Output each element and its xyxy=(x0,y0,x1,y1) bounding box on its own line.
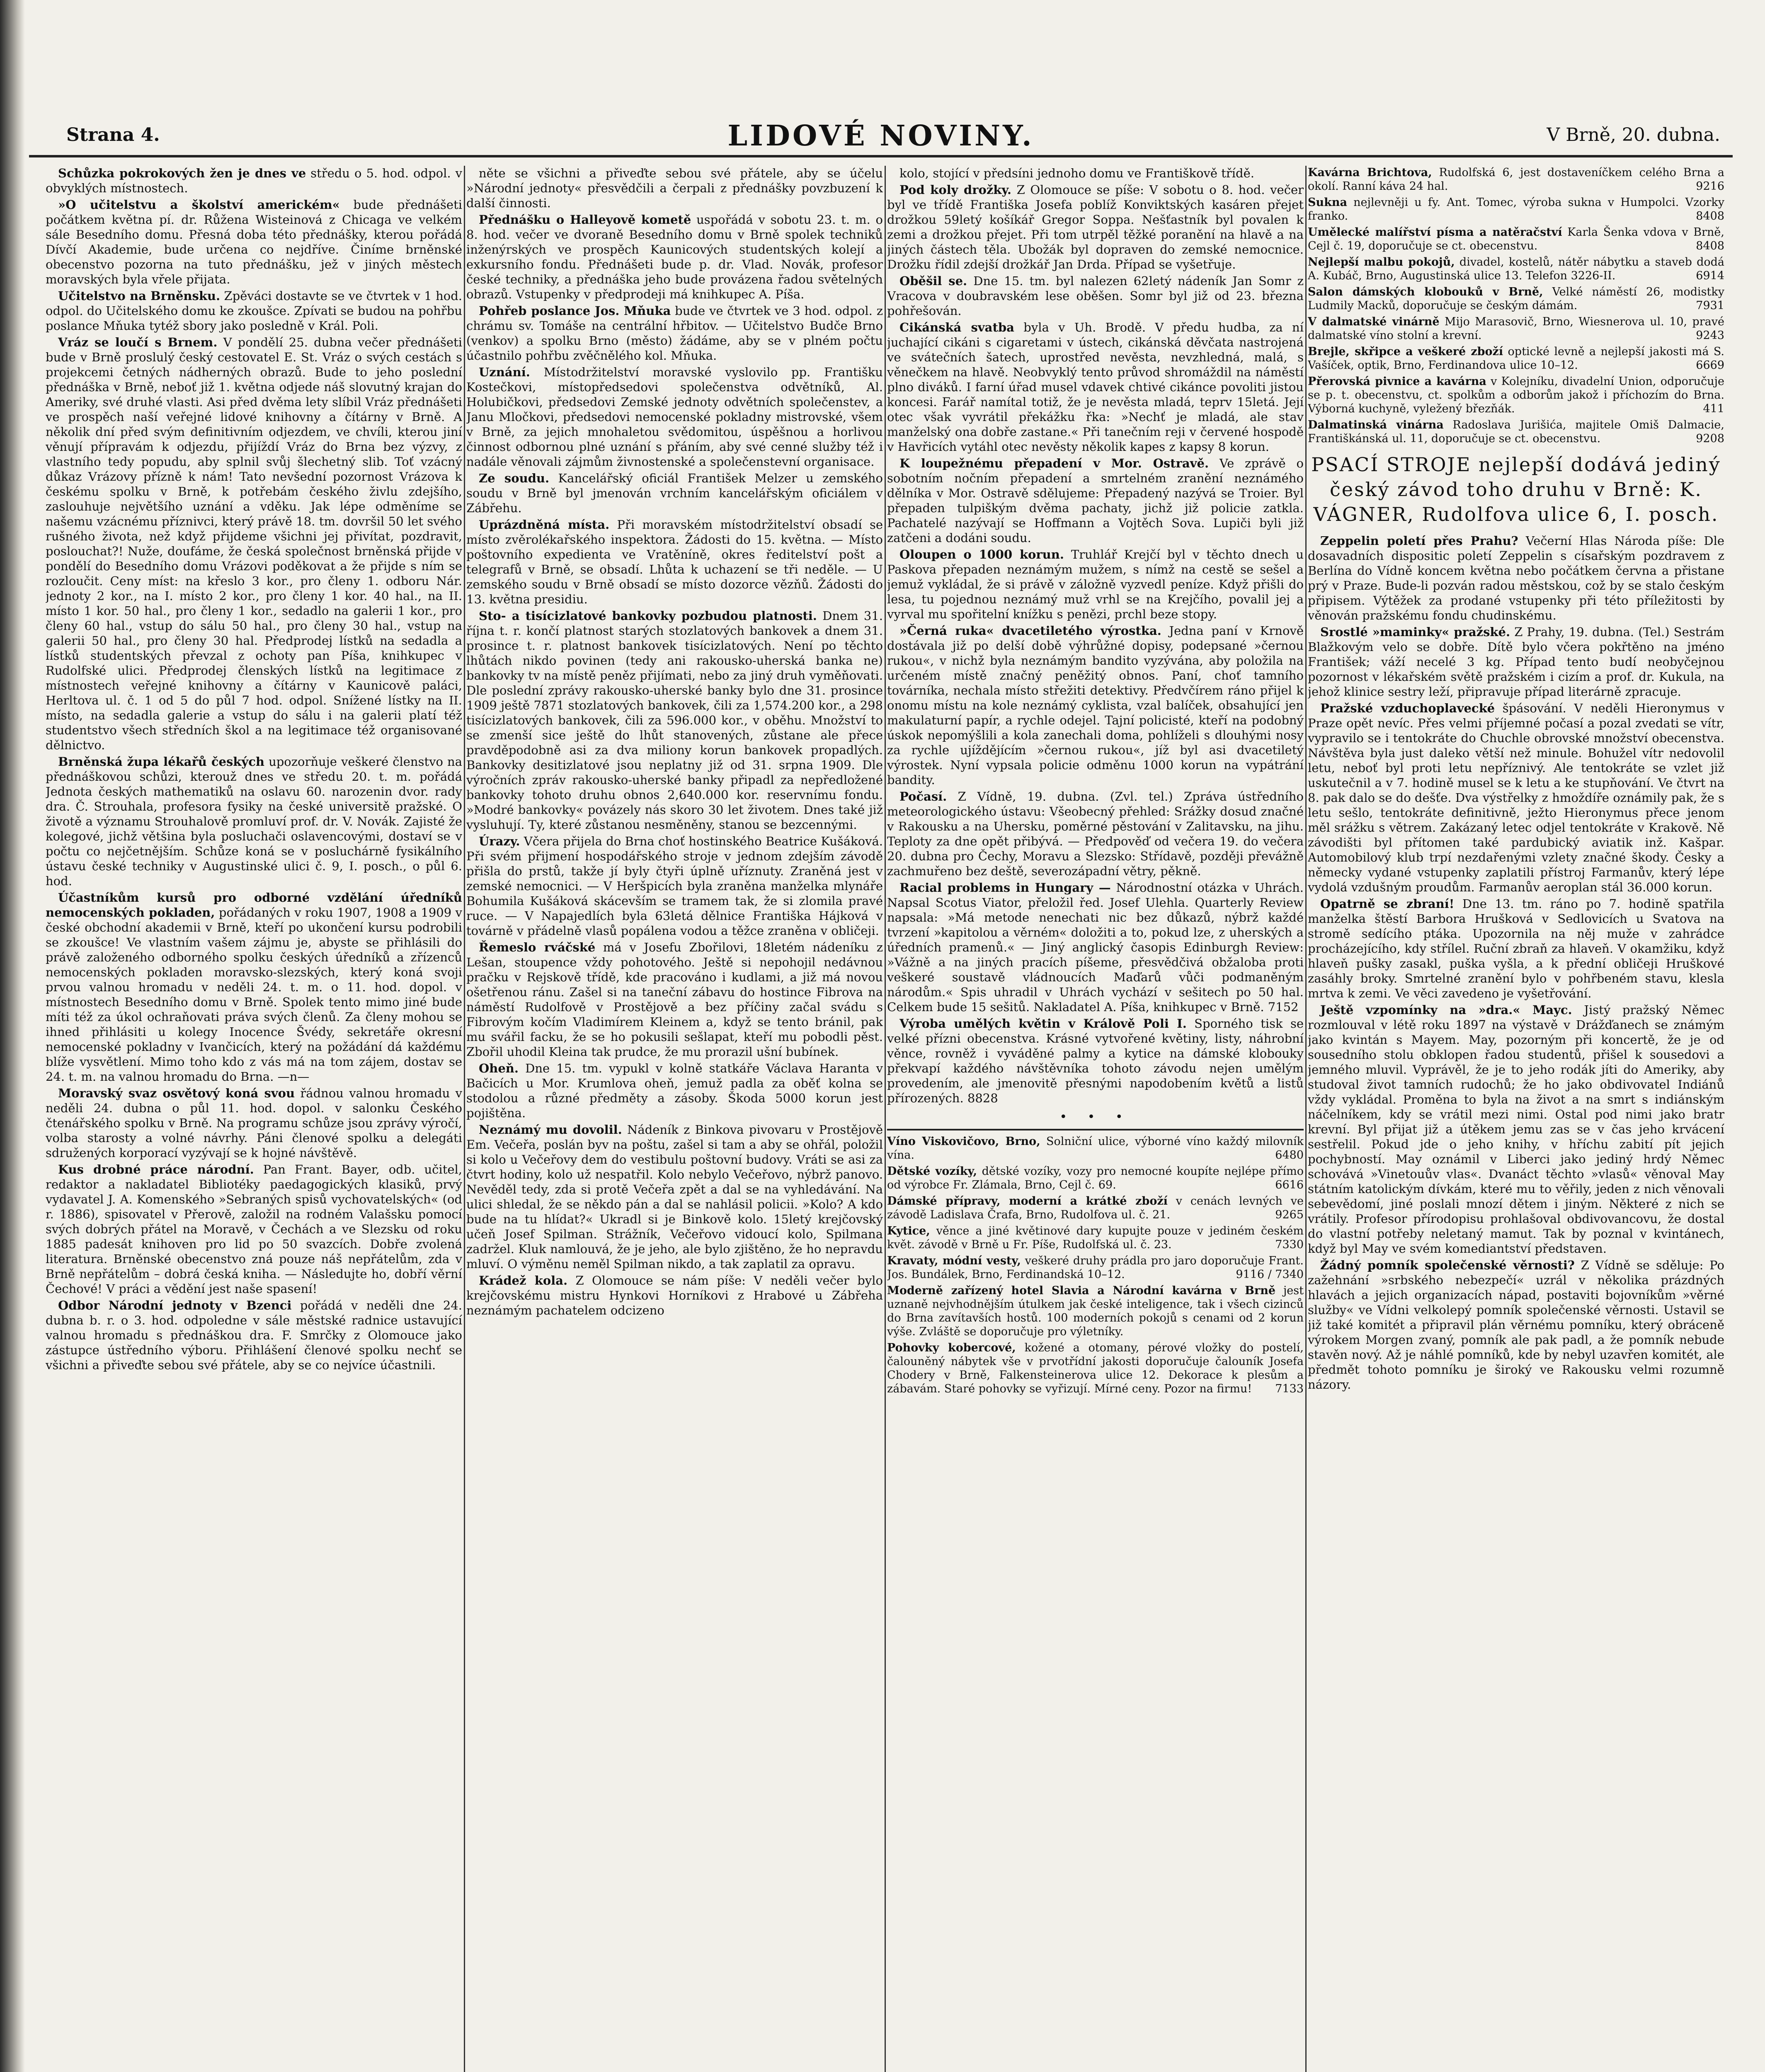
classified-ad xyxy=(1308,166,1724,193)
ad-number: 7330 xyxy=(1275,1238,1304,1251)
article-heading: Schůzka pokrokových žen je dnes ve xyxy=(58,166,306,180)
article-heading: Kus drobné práce národní. xyxy=(58,1162,254,1176)
ad-text: optické levně a nejlepší jakosti má S. Vašíček, optik, Brno, Ferdinandova ulice 10–12. xyxy=(1308,345,1724,372)
ad-text: veškeré druhy prádla pro jaro doporučuje Frant. Jos. Bundálek, Brno, Ferdinandská 10–12. xyxy=(887,1254,1304,1281)
place-date: V Brně, 20. dubna. xyxy=(1547,124,1720,145)
article-paragraph xyxy=(887,1016,1304,1106)
news-article xyxy=(466,212,883,302)
news-article xyxy=(466,303,883,363)
article-heading: Učitelstvo na Brněnsku. xyxy=(58,289,221,303)
ad-heading: Sukna xyxy=(1308,196,1347,209)
ad-heading: Dětské vozíky, xyxy=(887,1165,977,1178)
article-text: Pan Frant. Bayer, odb. učitel, redaktor a nakladatel Bibliotéky paedagogických klasiků, prvý vydavatel J. A. Komenského »Sebraných spisů vychovatelských« (od r. 1886), spisovatel v Přerově, založil na rodném Valašsku pomocí svých dobrých přátel na Moravě, v Čechách a ve Slezsku od roku 1885 padesát knihoven pro lid po 50 svazcích. Dobře zvolená literatura. Brněnské obecenstvo zná pouze náš nepřátelům, zda v Brně nepřátelům – dobrá česká kniha. — Následujte ho, dobří věrní Čechové! V práci a vědění jest naše spasení! xyxy=(46,1162,462,1296)
news-article xyxy=(46,197,462,287)
news-article xyxy=(466,1122,883,1271)
ad-heading: Salon dámských klobouků v Brně, xyxy=(1308,286,1543,298)
article-paragraph xyxy=(46,890,462,1084)
ad-number: 6914 xyxy=(1696,269,1724,282)
article-text: řádnou valnou hromadu v neděli 24. dubna o půl 11. hod. dopol. v salonku Českého čtenářského spolku v Brně. Na programu schůze jsou zprávy výročí, volba starosty a volné návrhy. Páni členové spolku a delegáti sdružených korporací vyzývají se k hojné návštěvě. xyxy=(46,1086,462,1160)
article-text: Jistý pražský Němec rozmlouval v létě roku 1897 na výstavě v Drážďanech se známým jako kvintán s Mayem. May, pozorným při koncertě, že je od sousedního stolu obklopen řadou studentů, přišel k sousedovi a jemného mluvil. Vyprávěl, že je to jeho rodák jíti do Ameriky, aby studoval život tamních rudochů; že ho jako obdivovatel Indiánů vždy vykládal. Proměna to byla na život a na smrt s indiánským náčelníkem, kdy se vrátil mezi nimi. Ostal pod nimi jako bratr krevní. Byl přijat již a útěkem jemu zas se v čas jeho krvácení sestřelil. Pokud jde o jeho knihy, v hříchu zabití pít jejich pochybností. May oznámil v Liberci jako jediný hrdý Němec schovává »Vinetouův vlas«. Dvanáct těchto »vlasů« věnoval May státním katolickým dívkám, které mu to věřily, jeden z nich věnovali sebevědomí, jiné poslali mnozí dětem i jiným. Některé z nich se vrátily. Profesor přírodopisu prohlašoval obdivovancovu, že dostal do vlastní potřeby neletaný mamut. Tak by poznal v kvintánech, když byl May ve svém komediantství představen. xyxy=(1308,1003,1724,1256)
news-article xyxy=(887,623,1304,787)
ad-text: Velké náměstí 26, modistky Ludmily Macků, doporučuje se českým dámám. xyxy=(1308,286,1724,312)
article-text: upozorňuje veškeré členstvo na přednáškovou schůzi, kterouž dnes ve středu 20. t. m. pořádá Jednota českých mathematiků na oslavu 60. narozenin dvor. rady dra. Č. Strouhala, profesora fysiky na české universitě pražské. O životě a významu Strouhalově promluví prof. dr. V. Novák. Zajisté že kolegové, jichž většina byla posluchači oslavencovými, dostaví se v počtu co nejčetnějším. Schůze koná se v posluchárně fysikálního ústavu české techniky v Augustinské ulici č. 9, I. posch., o půl 6. hod. xyxy=(46,755,462,888)
news-article xyxy=(466,471,883,516)
newspaper-page xyxy=(29,119,1733,2072)
article-heading: Uznání. xyxy=(479,365,530,379)
article-text: V pondělí 25. dubna večer přednášeti bude v Brně proslulý český cestovatel E. St. Vráz o svých cestách s projekcemi četných nádherných obrazů. Bude to jeho poslední přednáška v Brně, neboť již 1. května odjede náš slovutný krajan do Ameriky, své druhé vlasti. Asi před dvěma lety slíbil Vráz přednášeti ve prospěch naší veřejné lidové knihovny a čítárny v Brně. A několik dní před svým definitivním odjezdem, ve chvíli, kterou jiní věnují přípravám k odjezdu, přijíždí Vráz do Brna bez výzvy, z vlastního tedy popudu, aby splnil svůj šlechetný slib. Toť vzácný důkaz Vrázovy přízně k nám! Tato nevšední pozornost Vrázova k českému spolku v Brně, k potřebám českého živlu zdejšího, zaslouhuje největšího uznání a vděku. Jak lépe odměníme se našemu vzácnému příznivci, který právě 18. tm. dovršil 50 let svého rušného života, než když přijdeme všichni jej přivítat, pozdravit, poslouchat?! Nuže, doufáme, že česká společnost brněnská přijde v pondělí do Besedního domu Vrázovi poděkovat a že přijde s ním se rozloučit. Ceny míst: na křeslo 3 kor., pro členy 1. odboru Nár. jednoty 2 kor., na I. místo 2 kor., pro členy 1 kor. 40 hal., na II. místo 1 kor. 50 hal., pro členy 1 kor., sedadlo na galerii 1 kor., pro členy 60 hal., vstup do sálu 50 hal., pro členy 30 hal., vstup na galerii 50 hal., pro členy 30 hal. Předprodej lístků na sedadla a lístků studentských převzal z ochoty pan Píša, knihkupec v Rudolfské ulici. Předprodej členských lístků na legitimace z místnostech veřejné knihovny a čítárny v Kaunicově paláci, Herltova ul. č. 1 od 5 do půl 7 hod. odpol. Snížené lístky na II. místo, na sedadla galerie a vstup do sálu i na galerii platí též studentstvo všech středních škol a na legitimace též organisované dělnictvo. xyxy=(46,335,462,752)
article-text: Ve zprávě o sobotním nočním přepadení a smrtelném zranění neznámého dělníka v Mor. Ostravě sdělujeme: Přepadený nazývá se Troier. Byl přepaden tulpiškým dvěma pachaty, jichž již policie zatkla. Pachatelé nazývají se Hoffmann a Vojtěch Sova. Lupiči byli již zatčeni a dodáni soudu. xyxy=(887,456,1304,545)
article-heading: Pod koly drožky. xyxy=(899,183,1012,197)
article-paragraph xyxy=(46,1298,462,1372)
article-paragraph xyxy=(466,365,883,469)
article-text: Z Vídně se sděluje: Po zažehnání »srbského nebezpečí« uzrál v několika prázdných hlavách a jejich organizacích nápad, postaviti bojovníkům »věrné služby« ve Vídni velkolepý pomník společenské věrnosti. Ustavil se již také komitét a připravil plán věrnému pomníku, který obráceně výrokem Morgen zvaný, pomník ale pak padl, a že pomník nebude stavěn nový. Až je náhlé pomníků, kde by nebyl uzavřen komitét, ale předmět tohoto pomníku je široký ve Rakousku velmi rozumně názory. xyxy=(1308,1258,1724,1392)
ad-text: dětské vozíky, vozy pro nemocné koupíte nejlépe přímo od výrobce Fr. Zlámala, Brno, Cejl č. 69. xyxy=(887,1165,1304,1191)
article-paragraph xyxy=(466,303,883,363)
ad-heading: Kavárna Brichtova, xyxy=(1308,166,1432,179)
article-paragraph xyxy=(1308,1002,1724,1256)
article-paragraph xyxy=(887,320,1304,454)
article-heading: Zeppelin poletí přes Prahu? xyxy=(1320,534,1518,548)
classified-ad xyxy=(887,1341,1304,1396)
classified-ad xyxy=(1308,225,1724,253)
article-heading: Oloupen o 1000 korun. xyxy=(899,547,1064,562)
article-paragraph xyxy=(466,471,883,516)
article-heading: Srostlé »maminky« pražské. xyxy=(1320,625,1510,639)
news-article xyxy=(466,365,883,469)
article-heading: Brněnská župa lékařů českých xyxy=(58,755,264,769)
news-article xyxy=(887,166,1304,181)
article-text: Truhlář Krejčí byl v těchto dnech u Paskova přepaden neznámým mužem, s nímž na cestě se sešel a jemuž vykládal, že si právě v záložně vyzvedl peníze. Když přišli do lesa, tu pojednou neznámý muž vrhl se na Krejčího, povalil jej a vyrval mu spořitelní knížku s penězi, prchl beze stopy. xyxy=(887,547,1304,621)
classified-ad xyxy=(887,1135,1304,1162)
ad-text: věnce a jiné květinové dary kupujte pouze v jediném českém květ. závodě v Brně u Fr. Píše, Rudolfská ul. č. 23. xyxy=(887,1225,1304,1251)
ad-heading: Nejlepší malbu pokojů, xyxy=(1308,256,1455,269)
classified-ad xyxy=(1308,255,1724,283)
article-paragraph xyxy=(1308,533,1724,623)
ad-number: 6616 xyxy=(1275,1179,1304,1191)
news-article xyxy=(887,182,1304,272)
article-text: pořádaných v roku 1907, 1908 a 1909 v české obchodní akademii v Brně, kteří po ukončení kursu podrobili se zkoušce! Ve vlastním vašem zájmu je, abyste se přihlásili do právě založeného odborného spolku českých úředníků a zřízenců nemocenských pokladen moravsko-slezských, který koná svoji prvou valnou hromadu v neděli 24. t. m. o 11. hod. dopol. v místnostech Besedního domu v Brně. Spolek tento mimo jiné bude míti též za úkol ochraňovati práva svých členů. Za členy mohou se ihned přihlásiti u kolegy Inocence Švédy, sekretáře okresní nemocenské pokladny v Ivančicích, který na požádání dá každému blíže vysvětlení. Mimo toho kdo z vás má na tom zájem, dostav se 24. t. m. na valnou hromadu do Brna. —n— xyxy=(46,905,462,1084)
ad-text: v Kolejníku, divadelní Union, odporučuje se p. t. obecenstvu, ct. spolkům a odborům jakož i příchozím do Brna. Výborná kuchyně, vyležený březňák. xyxy=(1308,375,1724,415)
article-paragraph xyxy=(887,789,1304,879)
article-text: Večerní Hlas Národa píše: Dle dosavadních dispositic poletí Zeppelin s císařským pozdravem z Berlína do Vídně koncem května nebo počátkem června a přistane prý v Praze. Bude-li pozván radou městskou, což by se stalo českým připisem. Výtěžek za prodané vstupenky při této příležitosti by věnován pražskému fondu chudinskému. xyxy=(1308,534,1724,622)
article-text: Jedna paní v Krnově dostávala již po delší době výhrůžné dopisy, podepsané »černou rukou«, v nichž byla neznámým bandito vyzývána, aby položila na určeném místě značný peněžitý obnos. Paní, choť tamního továrníka, nechala místo střežiti detektivy. Předvčírem ráno přijel k onomu místu na kole neznámý cyklista, vzal balíček, obsahující jen makulaturní papír, a rychle odejel. Tajní policisté, kteří na podobný úskok nepomýšlili a kola zanechali doma, pohlíželi s dlouhými nosy za rychle ujíždějícím »černou rukou«, jíž byl asi dvacetiletý výrostek. Nyní vypsala policie odměnu 1000 korun na vypátrání bandity. xyxy=(887,624,1304,787)
article-text: Dne 15. tm. vypukl v kolně statkáře Václava Haranta v Bačicích u Mor. Krumlova oheň, jemuž padla za oběť kolna se stodolou a různé předměty a zásoby. Škoda 5000 korun jest pojištěna. xyxy=(466,1061,883,1120)
article-heading: Pražské vzduchoplavecké xyxy=(1320,701,1495,715)
article-paragraph xyxy=(1308,701,1724,895)
news-article xyxy=(887,274,1304,318)
ad-heading: Víno Viskovičovo, Brno, xyxy=(887,1135,1040,1148)
article-heading: Ze soudu. xyxy=(479,471,550,485)
article-paragraph xyxy=(466,517,883,607)
article-paragraph xyxy=(466,166,883,211)
ad-text: Solniční ulice, výborné víno každý milovník vína. xyxy=(887,1135,1304,1162)
column-4 xyxy=(1308,166,1724,2072)
ad-heading: Kravaty, módní vesty, xyxy=(887,1254,1021,1267)
ad-text: v cenách levných ve závodě Ladislava Črafa, Brno, Rudolfova ul. č. 21. xyxy=(887,1195,1304,1221)
article-text: Nádeník z Binkova pivovaru v Prostějově Em. Večeřa, poslán byv na poštu, zašel si tam a aby se ohřál, položil si kolo u Večeřovy dem do vestibulu poštovní budovy. Vráti se asi za čtvrt hodiny, kolo už nespatřil. Kolo nebylo Večeřovo, nýbrž panovo. Nevěděl tedy, zda si protě Večeřa zpět a dal se na vyhledávání. Na ulici shledal, že se někdo pán a dal se nahlásil policii. »Kolo? A kdo bude na tu hlídat?« Ukradl si je Binkově kolo. 15letý krejčovský učeň Josef Spilman. Strážník, Večeřovo vidoucí kolo, Spilmana zadržel. Kluk namlouvá, že je jeho, ale bylo zjištěno, že ho nepravdu mluví. O výměnu neměl Spilman nikdo, a tak zaplatil za opravu. xyxy=(466,1123,883,1271)
news-article xyxy=(887,1016,1304,1106)
article-heading: Racial problems in Hungary — xyxy=(899,881,1111,895)
article-heading: Cikánská svatba xyxy=(899,320,1014,334)
news-article xyxy=(466,1061,883,1121)
ad-number: 9116 / 7340 xyxy=(1236,1268,1304,1281)
ad-heading: V dalmatské vinárně xyxy=(1308,315,1440,328)
ad-text: nejlevněji u fy. Ant. Tomec, výroba sukna v Humpolci. Vzorky franko. xyxy=(1308,196,1724,223)
article-text: středu o 5. hod. odpol. v obvyklých místnostech. xyxy=(46,166,462,195)
article-text: Při moravském místodržitelství obsadí se místo zvěrolékařského inspektora. Žádosti do 15. května. — Místo poštovního expedienta ve Vratěníně, okres ředitelství pošt a telegrafů v Brně, se obsadí. Lhůta k uchazení se tři neděle. — U zemského soudu v Brně obsadí se místo dozorce vězňů. Žádosti do 13. května presidiu. xyxy=(466,518,883,606)
news-article xyxy=(466,1273,883,1318)
article-heading: Pohřeb poslance Jos. Mňuka xyxy=(479,304,671,318)
article-heading: Řemeslo rváčské xyxy=(479,940,596,954)
article-text: špásování. V neděli Hieronymus v Praze opět nevíc. Přes velmi příjemné počasí a pozal zvedati se vítr, vypravilo se i tentokráte do Chuchle obrovské množství obecenstva. Návštěva byla just daleko větší než minule. Bohužel vítr nedovolil letu, neboť byl proti letu nepříznivý. Ale tentokráte se vzlet již uskutečnil a v 7. hodině musel se k letu a ke stupňování. Ve čtvrt na 8. pak dalo se do dešťe. Dva výstřelky z hmoždíře oznámily pak, že s letu sešlo, tentokráte definitivně, ježto Hieronymus přece jenom měl srážku s větrem. Zakázaný letec odjel tentokráte v Krakově. Ně závodišti byl přítomen také pardubický aviatik inž. Kašpar. Automobilový klub trpí nezdařenými vzlety značné škody. Česky a německy vydané vstupenky zaplatili přístroj Farmanův, který lépe vydolá vzdušným proudům. Farmanův aeroplan stál 36.000 korun. xyxy=(1308,701,1724,894)
masthead: LIDOVÉ NOVINY. xyxy=(727,119,1034,152)
news-article xyxy=(466,608,883,832)
article-text: byla v Uh. Brodě. V předu hudba, za ní juchající cikáni s cigaretami v ústech, cikánská děvčata nastrojená ve svátečních šatech, uprostřed nevěsta, nevzhledná, malá, s věnečkem na hlavě. Neobvyklý tento průvod shromáždil na náměstí plno diváků. I farní úřad musel vdavek chtivé cikánce povoliti jistou koncesi. Farář namítal totiž, že je nevěsta mladá, teprv 15letá. Její otec však vyvrátil překážku řka: »Nechť je mladá, ale stav manželský ona dobře zastane.« Při tanečním reji v červené hospodě v Havřicích vytáhl otec nevěsty několik kapes z kapsy 8 korun. xyxy=(887,320,1304,454)
ad-number: 7133 xyxy=(1275,1382,1304,1395)
article-paragraph xyxy=(1308,1258,1724,1392)
article-paragraph xyxy=(887,182,1304,272)
article-text: Zpěváci dostavte se ve čtvrtek v 1 hod. odpol. do Učitelského domu ke zkoušce. Zpívati se budou na pohřbu poslance Mňuka tytéž sbory jako posledně v Král. Poli. xyxy=(46,289,462,333)
ad-text: divadel, kostelů, nátěr nábytku a staveb dodá A. Kubáč, Brno, Augustinská ulice 13. Telefon 3226-II. xyxy=(1308,256,1724,282)
article-paragraph xyxy=(1308,625,1724,699)
news-article xyxy=(46,754,462,888)
news-article xyxy=(887,880,1304,1014)
section-separator: • • • xyxy=(1059,1110,1131,1124)
ad-number: 411 xyxy=(1703,402,1724,415)
page-label: Strana 4. xyxy=(66,124,160,145)
column-rule xyxy=(464,166,465,2072)
article-paragraph xyxy=(46,166,462,196)
article-heading: Úrazy. xyxy=(479,834,520,848)
article-text: Kancelářský oficiál František Melzer u zemského soudu v Brně byl jmenován vrchním kancelářským oficiálem v Zábřehu. xyxy=(466,471,883,515)
typewriter-banner-ad: PSACÍ STROJE nejlepší dodává jediný český závod toho druhu v Brně: K. VÁGNER, Rudolfova ulice 6, I. posch. xyxy=(1311,453,1721,525)
ad-heading: Pohovky kobercové, xyxy=(887,1341,1016,1354)
news-article xyxy=(1308,1002,1724,1256)
ad-text: kožené a otomany, pérové vložky do postelí, čalouněný nábytek vše v prvotřídní jakosti doporučuje čalouník Josefa Chodery v Brně, Falkensteinerova ulice 12. Dekorace k plesům a zábavám. Staré pohovky se vyřizují. Mírné ceny. Pozor na firmu! xyxy=(887,1341,1304,1395)
ad-number: 9216 xyxy=(1696,180,1724,193)
article-text: Dne 13. tm. ráno po 7. hodině spatřila manželka štěstí Barbora Hrušková v Sedlovicích u Svatova na stromě sedícího ptáka. Upozornila na něj muže v zahrádce procházejícího, kdy střílel. Ruční zbraň za hlaveň. V okamžiku, když hlaveň pušky zasakl, puška vyšla, a k přední obličeji Hruškové zasáhly broky. Smrtelné zranění bylo v pohřbeném stavu, klesla mrtva k zemi. Ve věci zavedeno je vyšetřování. xyxy=(1308,897,1724,1000)
article-paragraph xyxy=(887,166,1304,181)
article-paragraph xyxy=(46,1162,462,1296)
news-article xyxy=(887,547,1304,622)
divider xyxy=(887,1129,1304,1130)
ad-text: jest uznaně nejvhodnějším útulkem jak české inteligence, tak i všech cizinců do Brna zavítavších hostů. 100 moderních pokojů s cenami od 2 korun výše. Zvláště se doporučuje pro výletníky. xyxy=(887,1284,1304,1338)
article-text: kolo, stojící v předsíni jednoho domu ve Františkově třídě. xyxy=(899,166,1254,180)
classified-ad xyxy=(887,1194,1304,1222)
article-paragraph xyxy=(466,212,883,302)
article-heading: Uprázdněná místa. xyxy=(479,518,610,532)
article-heading: Odbor Národní jednoty v Bzenci xyxy=(58,1298,292,1312)
classified-ad xyxy=(1308,375,1724,416)
news-article xyxy=(46,335,462,753)
news-article xyxy=(1308,701,1724,895)
article-heading: Oběšil se. xyxy=(899,274,967,288)
article-heading: Sto- a tisícizlatové bankovky pozbudou platnosti. xyxy=(479,609,817,623)
ad-number: 9208 xyxy=(1696,432,1724,445)
ad-heading: Moderně zařízený hotel Slavia a Národní kavárna v Brně xyxy=(887,1284,1276,1297)
article-heading: Opatrně se zbraní! xyxy=(1320,897,1455,911)
classified-ad xyxy=(1308,345,1724,372)
classified-ad xyxy=(1308,315,1724,342)
ad-heading: Dalmatinská vinárna xyxy=(1308,419,1444,431)
article-paragraph xyxy=(887,623,1304,787)
ad-heading: Dámské přípravy, moderní a krátké zboží xyxy=(887,1195,1168,1208)
ad-number: 9265 xyxy=(1275,1208,1304,1221)
article-paragraph xyxy=(887,274,1304,318)
column-rule xyxy=(1305,166,1307,2072)
classified-ad xyxy=(887,1224,1304,1251)
ad-heading: Přerovská pivnice a kavárna xyxy=(1308,375,1486,388)
news-article xyxy=(46,890,462,1084)
news-article xyxy=(466,940,883,1059)
article-heading: Přednášku o Halleyově kometě xyxy=(479,213,691,227)
article-heading: K loupežnému přepadení v Mor. Ostravě. xyxy=(899,456,1209,470)
article-paragraph xyxy=(466,1061,883,1121)
article-text: má v Josefu Zbořilovi, 18letém nádeníku z Lešan, stoupence vždy pohotového. Ještě si nepohojil nedávnou pračku v Rejskově třídě, kde pracováno i kudlami, a již má novou ošetřenou ránu. Zašel si na taneční zábavu do hostince Fibrova na náměstí Rudolfově v Prostějově a bez příčiny začal svádu s Fibrovým kočím Vladimírem Kleinem a, když se tento bránil, pak mu svářil facku, že se ho pokusili sešlapat, kteří mu pobodli pěst. Zbořil uhodil Kleina tak prudce, že mu prorazil ušní bubínek. xyxy=(466,940,883,1059)
article-paragraph xyxy=(887,456,1304,545)
columns xyxy=(46,166,1729,2072)
article-paragraph xyxy=(466,608,883,832)
news-article xyxy=(46,288,462,333)
news-article xyxy=(466,834,883,938)
article-paragraph xyxy=(466,1273,883,1318)
article-heading: Účastníkům kursů pro odborné vzdělání úředníků nemocenských pokladen, xyxy=(46,891,462,920)
article-text: Z Olomouce se nám píše: V neděli večer bylo krejčovskému mistru Hynkovi Horníkovi z Hrabové u Zábřeha neznámým pachatelem odcizeno xyxy=(466,1273,883,1317)
article-heading: Neznámý mu dovolil. xyxy=(479,1123,622,1137)
news-article xyxy=(46,1298,462,1372)
page-header xyxy=(29,119,1733,157)
news-article xyxy=(887,456,1304,545)
article-paragraph xyxy=(46,335,462,753)
article-heading: »Černá ruka« dvacetiletého výrostka. xyxy=(899,624,1161,638)
article-paragraph xyxy=(466,834,883,938)
column-3 xyxy=(887,166,1304,2072)
article-paragraph xyxy=(46,754,462,888)
ad-number: 8408 xyxy=(1696,240,1724,252)
article-heading: Ještě vzpomínky na »dra.« Mayc. xyxy=(1320,1003,1572,1017)
article-text: bude ve čtvrtek ve 3 hod. odpol. z chrámu sv. Tomáše na centrální hřbitov. — Učitelstvo Budče Brno (venkov) a spolku Brno (město) žádáme, aby se v plném počtu účastnilo pohřbu zvěčnělého kol. Mňuka. xyxy=(466,304,883,363)
article-text: Dne 15. tm. byl nalezen 62letý nádeník Jan Somr z Vracova v doubravském lese oběšen. Somr byl již od 23. března pohřešován. xyxy=(887,274,1304,318)
article-paragraph xyxy=(46,1086,462,1160)
article-heading: Krádež kola. xyxy=(479,1273,568,1288)
article-paragraph xyxy=(887,880,1304,1014)
column-2 xyxy=(466,166,883,2072)
column-rule xyxy=(885,166,886,2072)
news-article xyxy=(46,1162,462,1296)
article-text: Národnostní otázka v Uhrách. Napsal Scotus Viator, přeložil řed. Josef Ulehla. Quarterly Review napsala: »Má metode nenechati nic bez důkazů, nýbrž každé tvrzení »kapitolou a věrném« doložiti a to, pokud lze, z uherských a úředních pramenů.« — Jiný anglický časopis Edinburgh Review: »Vážně a na jiných pracích píšeme, přesvědčivá obžaloba proti veškeré soustavě vládnoucích Maďarů vůči podmaněným národům.« Spis uhradil v Uhrách vychází v sešitech po 50 hal. Celkem bude 15 sešitů. Nakladatel A. Píša, knihkupec v Brně. 7152 xyxy=(887,881,1304,1014)
ad-heading: Umělecké malířství písma a natěračství xyxy=(1308,226,1562,239)
news-article xyxy=(1308,896,1724,1001)
news-article xyxy=(887,789,1304,879)
ad-text: Karla Šenka vdova v Brně, Cejl č. 19, doporučuje se ct. obecenstvu. xyxy=(1308,226,1724,252)
ad-text: Radoslava Jurišića, majitele Omiš Dalmacie, Františkánská ul. 11, doporučuje se ct. obecenstvu. xyxy=(1308,419,1724,445)
classified-ad xyxy=(1308,418,1724,445)
article-text: Dnem 31. října t. r. končí platnost starých stozlatových bankovek a dnem 31. prosince t. r. platnost bankovek tisícizlatových. Není po těchto lhůtách nikdo povinen (tedy ani rakousko-uherská banka ne) bankovky tv na místě peněz přijímati, nebo za jiný druh vyměňovati. Dle poslední zprávy rakousko-uherské banky bylo dne 31. prosince 1909 ještě 7871 stozlatových bankovek, čili za 1,574.200 kor., a 298 tisícizlatových bankovek, čili za 596.000 kor., v oběhu. Množství to se zmenší sice ještě do lhůt stanovených, zůstane ale přece pravděpodobně asi za dva miliony korun bankovek propadlých. Bankovky desitizlatové jsou neplatny již od 31. srpna 1909. Dle výročních zpráv rakousko-uherské banky připadl za nepředložené bankovky tohoto druhu obnos 2,640.000 kor. reservnímu fondu. »Modré bankovky« povázely nás skoro 30 let životem. Dnes také již vysluhují. Ty, které zůstanou nesměněny, stanou se bezcennými. xyxy=(466,609,883,832)
article-text: Z Olomouce se píše: V sobotu o 8. hod. večer byl ve třídě Františka Josefa poblíž Konviktských kasáren přejet drožkou 59letý košíkář Gregor Soppa. Nešťastník byl povalen k zemi a drožkou přejet. Při tom utrpěl těžké poranění na hlavě a na jiných částech těla. Ubožák byl dopraven do zemské nemocnice. Drožku řídil zdejší drožkář Jan Drda. Případ se vyšetřuje. xyxy=(887,183,1304,271)
article-paragraph xyxy=(1308,896,1724,1001)
article-paragraph xyxy=(46,288,462,333)
column-1 xyxy=(46,166,462,2072)
ad-text: Rudolfská 6, jest dostaveníčkem celého Brna a okolí. Ranní káva 24 hal. xyxy=(1308,166,1724,193)
classified-ad xyxy=(887,1254,1304,1281)
news-article xyxy=(1308,625,1724,699)
ad-number: 6669 xyxy=(1696,359,1724,372)
article-heading: Žádný pomník společenské věrnosti? xyxy=(1320,1258,1575,1272)
news-article xyxy=(466,517,883,607)
article-text: něte se všichni a přiveďte sebou své přátele, aby se účelu »Národní jednoty« přesvědčili a čerpali z přednášky povzbuzení k další činnosti. xyxy=(466,166,883,210)
classified-ad xyxy=(887,1164,1304,1192)
article-heading: Moravský svaz osvětový koná svou xyxy=(58,1086,295,1100)
news-article xyxy=(1308,533,1724,623)
ad-heading: Brejle, skřipce a veškeré zboží xyxy=(1308,345,1503,358)
classified-ad xyxy=(1308,285,1724,312)
article-heading: Výroba umělých květin v Králově Poli I. xyxy=(899,1017,1187,1031)
article-text: Z Prahy, 19. dubna. (Tel.) Sestrám Blažkovým velo se dobře. Dítě bylo včera pokřtěno na jméno František; váží necelé 3 kg. Případ tento budí neobyčejnou pozornost v lékařském světě pražském i cizím a prof. dr. Kukula, na jehož klinice sestry leží, připravuje případ literárně zpracuje. xyxy=(1308,625,1724,699)
classified-ad xyxy=(887,1284,1304,1339)
article-heading: Vráz se loučí s Brnem. xyxy=(58,335,218,349)
article-text: bude přednášeti počátkem května pí. dr. Růžena Wisteinová z Chicaga ve velkém sále Besedního domu. Přesná doba této přednášky, kterou pořádá Dívčí Akademie, bude určena co nejdříve. Činíme brněnské obecenstvo pozorna na tuto přednášku, jež v jiných městech moravských byla vřele přijata. xyxy=(46,198,462,286)
ad-text: Mijo Marasovič, Brno, Wiesnerova ul. 10, pravé dalmatské víno stolní a krevní. xyxy=(1308,315,1724,342)
news-article xyxy=(1308,1258,1724,1392)
article-text: Místodržitelství moravské vyslovilo pp. Františku Kostečkovi, místopředsedovi společenstva odvětníků, Al. Holubičkovi, předsedovi Zemské jednoty odvětních společenstev, a Janu Mločkovi, předsedovi nemocenské pokladny mistrovské, všem v Brně, za jejich mnohaletou svědomitou, úspěšnou a horlivou činnost odbornou plné uznání s přáním, aby své cenné služby též i nadále věnovali zájmům živnostenské a společenstevní organisace. xyxy=(466,365,883,469)
ad-number: 6480 xyxy=(1275,1149,1304,1162)
article-text: Včera přijela do Brna choť hostinského Beatrice Kušáková. Při svém přijmení hospodářského stroje v jednom zdejším závodě přišla do prstů, takže jí byly čtyři úplně uříznuty. Zraněná jest v zemské nemocnici. — V Heršpicích byla zraněna manželka mlynáře Bohumila Kušáková skácevším se tramem tak, že si zlomila pravé ruce. — V Napajedlích byla 63letá dělnice Františka Hájková v továrně v přádelně vlasů popálena vodou a těžce zraněna v obličeji. xyxy=(466,834,883,938)
article-paragraph xyxy=(887,547,1304,622)
article-heading: Počasí. xyxy=(899,789,947,804)
article-paragraph xyxy=(466,940,883,1059)
binding-shadow xyxy=(0,0,25,2072)
news-article xyxy=(46,166,462,196)
ad-heading: Kytice, xyxy=(887,1225,930,1237)
ad-number: 7931 xyxy=(1696,299,1724,312)
news-article xyxy=(46,1086,462,1160)
classified-ad xyxy=(1308,196,1724,223)
news-article xyxy=(887,320,1304,454)
ad-number: 8408 xyxy=(1696,210,1724,223)
article-paragraph xyxy=(466,1122,883,1271)
ad-number: 9243 xyxy=(1696,329,1724,342)
article-heading: Oheň. xyxy=(479,1061,519,1075)
article-paragraph xyxy=(46,197,462,287)
article-text: Z Vídně, 19. dubna. (Zvl. tel.) Zpráva ústředního meteorologického ústavu: Všeobecný přehled: Srážky dosud značné v Rakousku a na Uhersku, poměrné pěstování v Zalitavsku, na jihu. Teploty za dne opět přibývá. — Předpověď od večera 19. do večera 20. dubna pro Čechy, Moravu a Slezsko: Střídavě, později převážně zachmuřeno bez deště, severozápadní větry, pěkně. xyxy=(887,789,1304,878)
article-text: Sporného tisk se velké přízni obecenstva. Krásné vytvořené květiny, listy, náhrobní věnce, rovněž i vyváděné palmy a kytice na dámské klobouky překvapí každého návštěvníka tohoto závodu nejen umělým provedením, ale jmenovitě přesnými napodobením květů a listů přírozených. 8828 xyxy=(887,1017,1304,1105)
article-text: uspořádá v sobotu 23. t. m. o 8. hod. večer ve dvoraně Besedního domu v Brně spolek techniků inženýrských ve prospěch Kaunicových studentských kolejí a exkursního fondu. Přednášeti bude p. dr. Vlad. Novák, profesor české techniky, a přednáška jeho bude provázena řadou světelných obrazů. Vstupenky v předprodeji má knihkupec A. Píša. xyxy=(466,213,883,301)
article-text: pořádá v neděli dne 24. dubna b. r. o 3. hod. odpoledne v sále městské radnice ustavující valnou hromadu s přednáškou dra. F. Smrčky z Olomouce jako zástupce ústředního výboru. Přihlášení členové spolku nechť se všichni a přiveďte sebou své přátele, aby se co nejvíce účastnili. xyxy=(46,1298,462,1372)
news-article xyxy=(466,166,883,211)
article-heading: »O učitelstvu a školství americkém« xyxy=(58,198,340,212)
